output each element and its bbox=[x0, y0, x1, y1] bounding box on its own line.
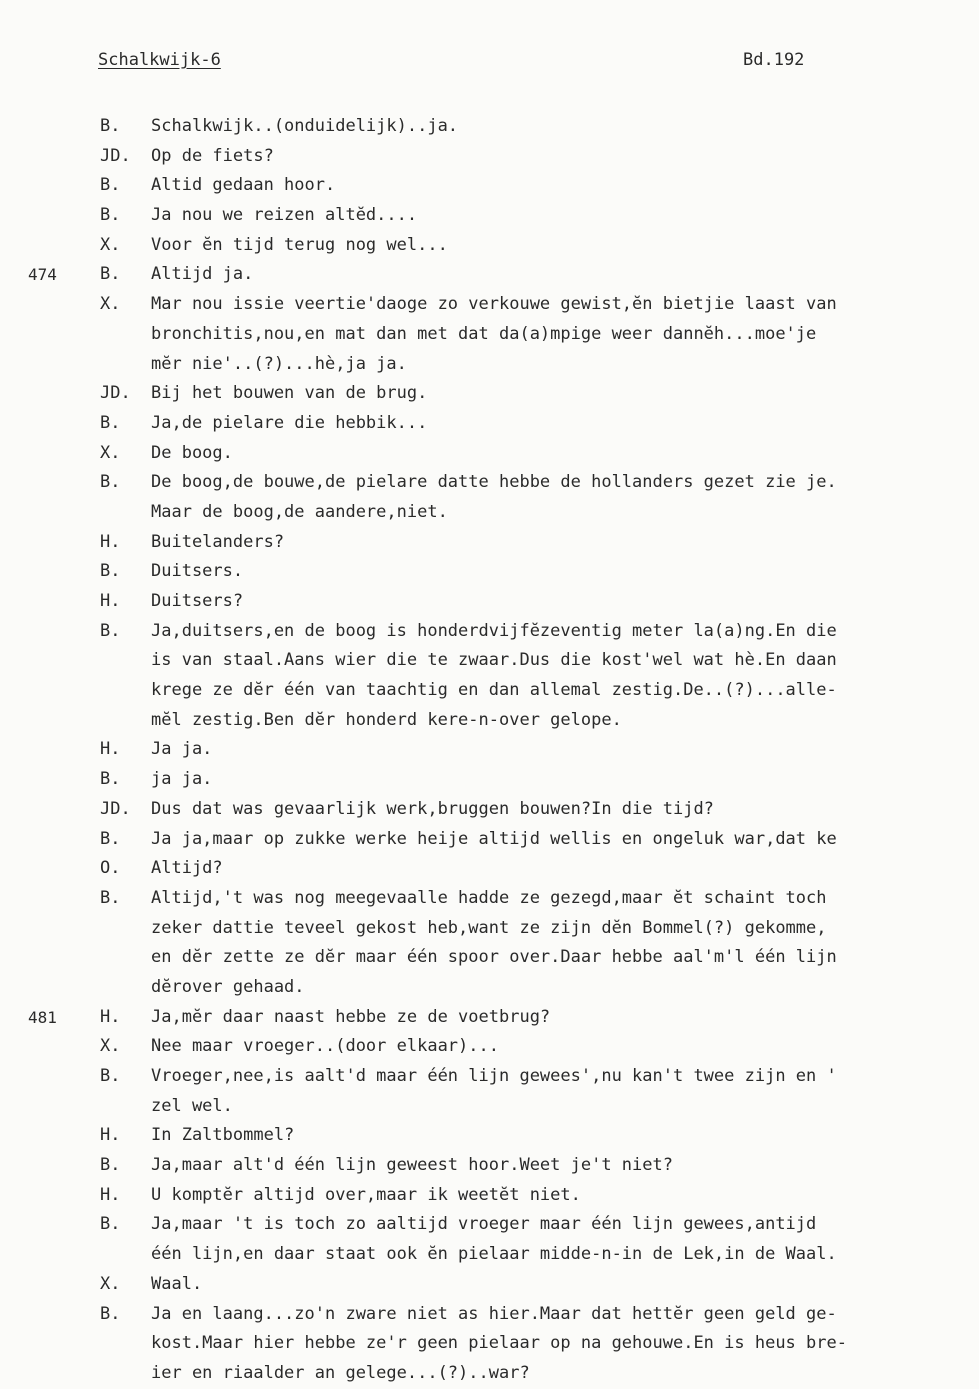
transcript-line bbox=[0, 795, 979, 825]
transcript-line bbox=[0, 706, 979, 736]
speaker-label: X. bbox=[100, 1273, 121, 1294]
transcript-line bbox=[0, 1121, 979, 1151]
transcript-line bbox=[0, 1270, 979, 1300]
utterance-text: Dus dat was gevaarlijk werk,bruggen bouwen?In die tijd? bbox=[151, 798, 714, 819]
transcript-line bbox=[0, 468, 979, 498]
utterance-text: Ja ja. bbox=[151, 739, 213, 760]
speaker-label: X. bbox=[100, 1036, 121, 1057]
utterance-text: Vroeger,nee,is aalt'd maar één lijn gewees',nu kan't twee zijn en ' bbox=[151, 1066, 837, 1086]
transcript-line bbox=[0, 290, 979, 320]
utterance-text: is van staal.Aans wier die te zwaar.Dus die kost'wel wat hè.En daan bbox=[151, 650, 837, 671]
speaker-label: O. bbox=[100, 858, 121, 879]
line-number: 474 bbox=[28, 265, 57, 285]
transcript-line bbox=[0, 617, 979, 647]
speaker-label: H. bbox=[100, 739, 121, 760]
utterance-text: Altijd? bbox=[151, 858, 223, 879]
speaker-label: B. bbox=[100, 769, 121, 790]
transcript-line bbox=[0, 765, 979, 795]
speaker-label: B. bbox=[100, 175, 121, 196]
transcript-line bbox=[0, 884, 979, 914]
transcript-line bbox=[0, 320, 979, 350]
utterance-text: mĕl zestig.Ben dĕr honderd kere-n-over gelope. bbox=[151, 709, 622, 730]
utterance-text: Altid gedaan hoor. bbox=[151, 175, 336, 196]
speaker-label: B. bbox=[100, 828, 121, 849]
speaker-label: B. bbox=[100, 1303, 121, 1324]
speaker-label: H. bbox=[100, 1125, 121, 1146]
utterance-text: Buitelanders? bbox=[151, 531, 285, 552]
speaker-label: H. bbox=[100, 1006, 121, 1027]
transcript-line bbox=[0, 825, 979, 855]
utterance-text: bronchitis,nou,en mat dan met dat da(a)mpige weer dannĕh...moe'je bbox=[151, 323, 817, 344]
utterance-text: Waal. bbox=[151, 1273, 203, 1294]
transcript-line bbox=[0, 498, 979, 528]
utterance-text: Nee maar vroeger..(door elkaar)... bbox=[151, 1036, 499, 1057]
utterance-text: De boog,de bouwe,de pielare datte hebbe de hollanders gezet zie je. bbox=[151, 472, 837, 493]
transcript-line bbox=[0, 379, 979, 409]
document-title: Schalkwijk-6 bbox=[98, 50, 221, 70]
transcript-line bbox=[0, 1003, 979, 1033]
utterance-text: Ja,mĕr daar naast hebbe ze de voetbrug? bbox=[151, 1006, 551, 1027]
transcript bbox=[0, 112, 979, 1389]
speaker-label: JD. bbox=[100, 798, 131, 819]
utterance-text: zel wel. bbox=[151, 1095, 233, 1116]
speaker-label: JD. bbox=[100, 145, 131, 166]
utterance-text: Ja nou we reizen altĕd.... bbox=[151, 205, 418, 226]
speaker-label: B. bbox=[100, 116, 121, 136]
utterance-text: Altijd,'t was nog meegevaalle hadde ze gezegd,maar ĕt schaint toch bbox=[151, 887, 827, 908]
utterance-text: Voor ĕn tijd terug nog wel... bbox=[151, 234, 448, 255]
speaker-label: X. bbox=[100, 294, 121, 315]
page-reference: Bd.192 bbox=[743, 50, 805, 70]
transcript-line bbox=[0, 914, 979, 944]
transcript-line bbox=[0, 854, 979, 884]
utterance-text: U komptĕr altijd over,maar ik weetĕt niet. bbox=[151, 1184, 581, 1205]
utterance-text: In Zaltbommel? bbox=[151, 1125, 295, 1146]
transcript-line bbox=[0, 943, 979, 973]
speaker-label: B. bbox=[100, 205, 121, 226]
utterance-text: Ja ja,maar op zukke werke heije altijd wellis en ongeluk war,dat ke bbox=[151, 828, 837, 849]
utterance-text: mĕr nie'..(?)...hè,ja ja. bbox=[151, 353, 407, 374]
utterance-text: kost.Maar hier hebbe ze'r geen pielaar op na gehouwe.En is heus bre- bbox=[151, 1333, 847, 1354]
speaker-label: H. bbox=[100, 531, 121, 552]
line-number: 481 bbox=[28, 1007, 57, 1027]
transcript-line bbox=[0, 676, 979, 706]
transcript-line bbox=[0, 973, 979, 1003]
utterance-text: Duitsers. bbox=[151, 561, 244, 582]
utterance-text: Mar nou issie veertie'daoge zo verkouwe gewist,ĕn bietjie laast van bbox=[151, 294, 837, 315]
utterance-text: Ja,duitsers,en de boog is honderdvijfĕzeventig meter la(a)ng.En die bbox=[151, 620, 837, 641]
speaker-label: H. bbox=[100, 1184, 121, 1205]
speaker-label: B. bbox=[100, 472, 121, 493]
utterance-text: De boog. bbox=[151, 442, 233, 463]
transcript-line bbox=[0, 112, 979, 142]
utterance-text: Schalkwijk..(onduidelijk)..ja. bbox=[151, 116, 459, 136]
speaker-label: X. bbox=[100, 442, 121, 463]
transcript-line bbox=[0, 1092, 979, 1122]
utterance-text: zeker dattie teveel gekost heb,want ze zijn dĕn Bommel(?) gekomme, bbox=[151, 917, 827, 938]
transcript-line bbox=[0, 201, 979, 231]
transcript-line bbox=[0, 646, 979, 676]
speaker-label: B. bbox=[100, 887, 121, 908]
utterance-text: ja ja. bbox=[151, 769, 213, 790]
transcript-line bbox=[0, 1240, 979, 1270]
speaker-label: X. bbox=[100, 234, 121, 255]
transcript-line bbox=[0, 1032, 979, 1062]
transcript-line bbox=[0, 1210, 979, 1240]
utterance-text: Bij het bouwen van de brug. bbox=[151, 383, 428, 404]
speaker-label: B. bbox=[100, 412, 121, 433]
transcript-line bbox=[0, 1359, 979, 1389]
utterance-text: Duitsers? bbox=[151, 591, 244, 611]
utterance-text: Op de fiets? bbox=[151, 145, 274, 166]
speaker-label: B. bbox=[100, 1066, 121, 1086]
utterance-text: Ja en laang...zo'n zware niet as hier.Maar dat hettĕr geen geld ge- bbox=[151, 1303, 837, 1324]
transcript-line bbox=[0, 1300, 979, 1330]
utterance-text: Ja,maar alt'd één lijn geweest hoor.Weet je't niet? bbox=[151, 1155, 673, 1176]
utterance-text: dĕrover gehaad. bbox=[151, 976, 305, 997]
speaker-label: B. bbox=[100, 1214, 121, 1235]
utterance-text: Altijd ja. bbox=[151, 264, 254, 285]
transcript-line bbox=[0, 409, 979, 439]
transcript-line bbox=[0, 587, 979, 617]
utterance-text: Maar de boog,de aandere,niet. bbox=[151, 501, 448, 522]
transcript-line bbox=[0, 439, 979, 469]
utterance-text: ier en riaalder an gelege...(?)..war? bbox=[151, 1362, 530, 1383]
transcript-line bbox=[0, 142, 979, 172]
speaker-label: B. bbox=[100, 561, 121, 582]
utterance-text: Ja,maar 't is toch zo aaltijd vroeger maar één lijn gewees,antijd bbox=[151, 1214, 817, 1235]
speaker-label: H. bbox=[100, 591, 121, 611]
transcript-line bbox=[0, 350, 979, 380]
transcript-line bbox=[0, 231, 979, 261]
transcript-line bbox=[0, 171, 979, 201]
transcript-line bbox=[0, 260, 979, 290]
transcript-line bbox=[0, 1151, 979, 1181]
utterance-text: Ja,de pielare die hebbik... bbox=[151, 412, 428, 433]
transcript-line bbox=[0, 1062, 979, 1092]
utterance-text: één lijn,en daar staat ook ĕn pielaar midde-n-in de Lek,in de Waal. bbox=[151, 1244, 837, 1265]
transcript-line bbox=[0, 1181, 979, 1211]
transcript-line bbox=[0, 1329, 979, 1359]
speaker-label: B. bbox=[100, 264, 121, 285]
transcript-line bbox=[0, 735, 979, 765]
speaker-label: JD. bbox=[100, 383, 131, 404]
transcript-line bbox=[0, 557, 979, 587]
transcript-line bbox=[0, 528, 979, 558]
speaker-label: B. bbox=[100, 620, 121, 641]
utterance-text: en dĕr zette ze dĕr maar één spoor over.Daar hebbe aal'm'l één lijn bbox=[151, 947, 837, 968]
speaker-label: B. bbox=[100, 1155, 121, 1176]
page-header bbox=[98, 50, 919, 76]
utterance-text: krege ze dĕr één van taachtig en dan allemal zestig.De..(?)...alle- bbox=[151, 680, 837, 701]
